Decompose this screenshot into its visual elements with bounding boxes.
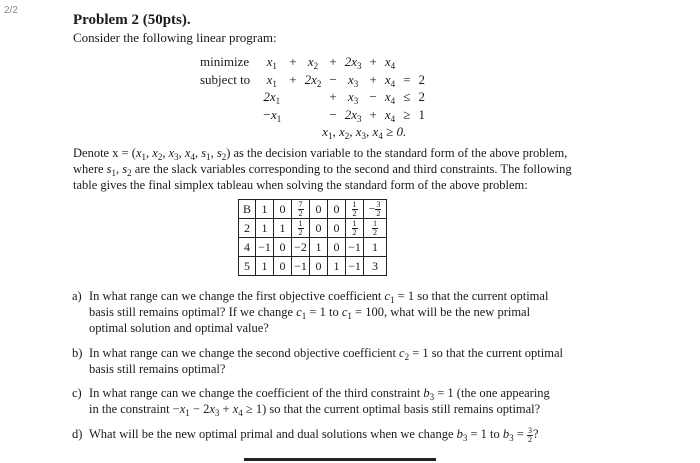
tableau-cell: 1 [328, 257, 346, 276]
lp-cell: $x_3$ [347, 71, 359, 89]
lp-cell: $x_2$ [307, 54, 319, 72]
tableau-cell: $\frac{7}{2}$ [292, 200, 310, 219]
question-line: basis still remains optimal? If we change $c_1 = 1$ to $c_1 = 100$, what will be the new primal [89, 305, 531, 321]
tableau-cell: 0 [274, 257, 292, 276]
lp-cell: 2 [418, 89, 425, 105]
tableau-cell: 1 [364, 238, 387, 257]
tableau-cell: 0 [274, 238, 292, 257]
lp-objective-row [196, 53, 429, 71]
tableau-cell: 1 [256, 200, 274, 219]
lp-cell [399, 53, 414, 71]
tableau-cell: −1 [292, 257, 310, 276]
tableau-cell: 0 [328, 219, 346, 238]
lp-cell [285, 106, 300, 124]
tableau-cell: $\frac{1}{2}$ [292, 219, 310, 238]
lp-cell: + [289, 71, 297, 87]
tableau-cell: 0 [328, 238, 346, 257]
lp-constraint-row [196, 106, 429, 124]
question-d [72, 426, 620, 444]
tableau-cell: 1 [256, 219, 274, 238]
lp-cell: $x_1$ [266, 71, 277, 89]
tableau-row [239, 219, 387, 238]
lp-nonnegativity-row [196, 123, 429, 141]
tableau-cell: 3 [364, 257, 387, 276]
question-line: In what range can we change the first objective coefficient $c_1 = 1$ so that the current optimal [89, 289, 549, 305]
tableau-cell: − $\frac{3}{2}$ [364, 200, 387, 219]
question-a [72, 288, 620, 336]
lp-cell: ≤ [403, 89, 411, 105]
problem-title: Problem 2 (50pts). [73, 12, 191, 28]
lp-cell: + [369, 106, 377, 122]
lp-cell: + [369, 54, 377, 70]
tableau-cell: −1 [346, 238, 364, 257]
intro-text: Consider the following linear program: [73, 30, 277, 45]
tableau-cell: 0 [310, 219, 328, 238]
lp-cell: $x_3$ [347, 89, 359, 107]
lp-cell: − [329, 106, 337, 122]
lp-constraint-row [196, 88, 429, 106]
tableau-cell: −1 [256, 238, 274, 257]
lp-cell [285, 88, 300, 106]
tableau-row [239, 257, 387, 276]
tableau-cell: 0 [328, 200, 346, 219]
lp-cell [414, 53, 429, 71]
question-label: c) [72, 386, 82, 400]
lp-cell: − [369, 89, 377, 105]
tableau-cell: 1 [310, 238, 328, 257]
tableau-cell: 0 [274, 200, 292, 219]
question-label: a) [72, 289, 82, 303]
tableau-cell: 4 [239, 238, 256, 257]
question-c [72, 385, 620, 417]
lp-cell: $2x_2$ [304, 71, 322, 89]
lp-cell: + [329, 54, 337, 70]
question-label: d) [72, 427, 83, 441]
lp-cell: + [329, 89, 337, 105]
paragraph-line: where $s_1$, $s_2$ are the slack variables corresponding to the second and third constraints. The following [73, 162, 572, 178]
tableau-header-row [239, 200, 387, 219]
linear-program [196, 53, 429, 141]
nonnegativity-constraint: $x_1$, $x_2$, $x_3$, $x_4 \ge 0$. [322, 124, 407, 142]
description-paragraph [73, 145, 613, 193]
lp-cell: $x_4$ [384, 106, 396, 124]
lp-cell: $2x_1$ [263, 89, 281, 107]
lp-constraint-row [196, 71, 429, 89]
tableau-cell: 1 [274, 219, 292, 238]
lp-cell: ≥ [403, 106, 411, 122]
tableau-row [239, 238, 387, 257]
lp-cell [301, 88, 326, 106]
lp-cell: 2 [418, 71, 425, 87]
lp-cell: $x_4$ [384, 71, 396, 89]
simplex-tableau [238, 199, 387, 276]
question-line: optimal solution and optimal value? [89, 321, 269, 335]
question-b [72, 345, 620, 377]
question-line: What will be the new optimal primal and dual solutions when we change $b_3 = 1$ to $b_3$ = $\frac{3}{2}$ ? [89, 425, 539, 444]
tableau-cell: −1 [346, 257, 364, 276]
tableau-cell: −2 [292, 238, 310, 257]
question-line: In what range can we change the coefficient of the third constraint $b_3 = 1$ (the one appearing [89, 386, 550, 402]
tableau-cell: 2 [239, 219, 256, 238]
minimize-label: minimize [200, 54, 250, 70]
tableau-cell: 0 [310, 200, 328, 219]
scroll-indicator-bar [244, 458, 436, 461]
question-label: b) [72, 346, 83, 360]
tableau-cell: 5 [239, 257, 256, 276]
lp-cell: + [289, 54, 297, 70]
tableau-cell: $\frac{1}{2}$ [346, 219, 364, 238]
tableau-cell: $\frac{1}{2}$ [364, 219, 387, 238]
question-line: basis still remains optimal? [89, 362, 226, 376]
lp-cell: $2x_3$ [344, 54, 362, 72]
lp-cell: 1 [418, 106, 425, 122]
lp-cell: $2x_3$ [344, 106, 362, 124]
lp-cell [301, 106, 326, 124]
subject-to-label: subject to [200, 71, 251, 87]
tableau-cell: 0 [310, 257, 328, 276]
page-number: 2/2 [4, 5, 18, 16]
lp-cell: = [403, 71, 411, 87]
tableau-cell: 1 [256, 257, 274, 276]
paragraph-line: Denote $x = (x_1$, $x_2$, $x_3$, $x_4$, $s_1$, $s_2$) as the decision variable to the standard form of the above problem, [73, 146, 568, 162]
tableau-cell: $\frac{1}{2}$ [346, 200, 364, 219]
lp-cell: $x_4$ [384, 54, 396, 72]
lp-cell: + [369, 71, 377, 87]
lp-cell: $x_4$ [384, 89, 396, 107]
lp-cell: $-x_1$ [262, 106, 282, 124]
tableau-cell: B [239, 200, 256, 219]
paragraph-line: table gives the final simplex tableau when solving the standard form of the above problem: [73, 178, 528, 192]
lp-cell: − [329, 71, 337, 87]
question-line: In what range can we change the second objective coefficient $c_2 = 1$ so that the current optimal [89, 346, 563, 362]
question-line: in the constraint $-x_1 - 2x_3 + x_4 \ge 1$) so that the current optimal basis still remains optimal? [89, 402, 541, 418]
lp-cell: $x_1$ [266, 54, 277, 72]
